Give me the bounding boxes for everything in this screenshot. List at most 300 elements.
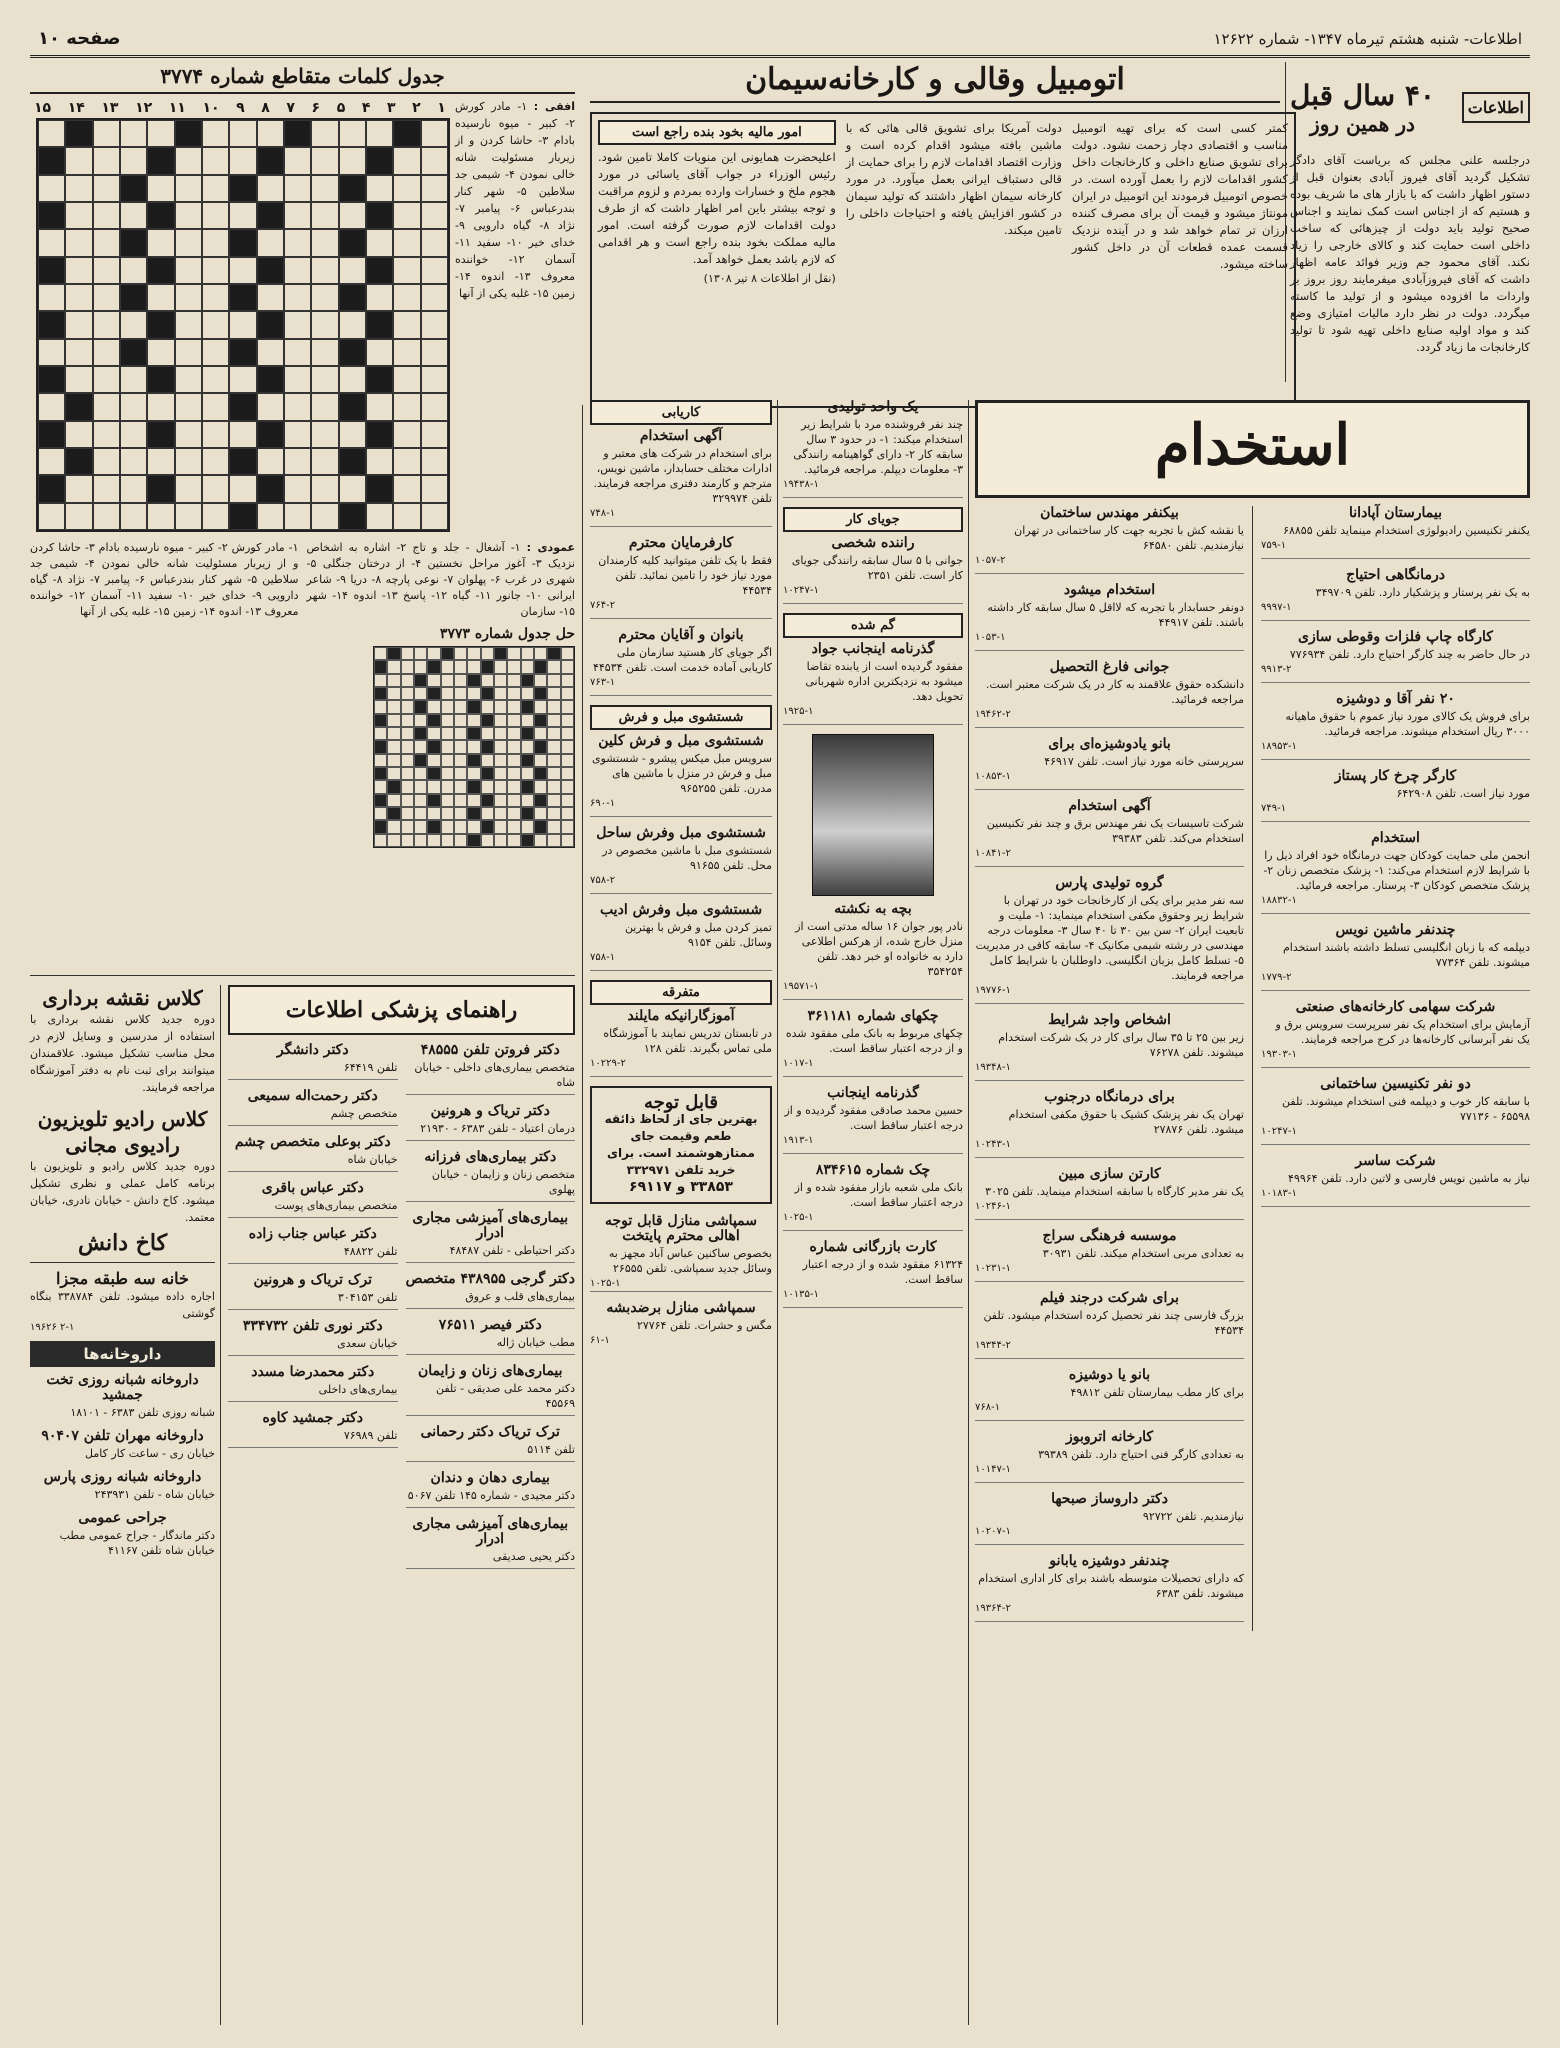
crossword-cell[interactable] xyxy=(339,120,366,147)
crossword-cell[interactable] xyxy=(120,175,147,202)
crossword-cell[interactable] xyxy=(229,475,256,502)
pharmacy-name: جراحی عمومی xyxy=(78,1510,167,1526)
crossword-cell[interactable] xyxy=(339,448,366,475)
solution-cell xyxy=(427,754,440,767)
crossword-cell[interactable] xyxy=(284,421,311,448)
history-body: درجلسه علنی مجلس که بریاست آقای دادگر تشکیل گردید آقای فیروز آبادی بعنوان قبل از دستور اظهار داشت که با بازار های ما شریف بوده و هستیم که از اجناس است کمک نمایند و اجناس صحیح تولید باید دولت از چیزهائی که ساخت داخلی است حمایت کند و کالای خارجی را زیاد نکند. آقای محمود جم وزیر فوائد عامه اظهار داشت که آقای فیروزآبادی میفرمایند روز بروز بر واردات ما افزوده میشود و از تولید ما کاسته میگردد. دولت در نظر دارد مالیات امتیازی وضع کند و مواد اولیه صنایع داخلی تهیه شود تا تولید کارخانجات ما زیاد گردد. xyxy=(1290,153,1530,354)
crossword-cell[interactable] xyxy=(393,257,420,284)
crossword-cell[interactable] xyxy=(229,503,256,530)
crossword-cell[interactable] xyxy=(120,448,147,475)
crossword-cell[interactable] xyxy=(38,421,65,448)
solution-cell xyxy=(561,820,574,833)
crossword-cell[interactable] xyxy=(120,284,147,311)
crossword-cell[interactable] xyxy=(393,339,420,366)
crossword-cell[interactable] xyxy=(65,257,92,284)
crossword-cell[interactable] xyxy=(93,284,120,311)
crossword-cell[interactable] xyxy=(120,147,147,174)
crossword-cell[interactable] xyxy=(284,175,311,202)
crossword-cell[interactable] xyxy=(311,284,338,311)
crossword-cell[interactable] xyxy=(339,421,366,448)
solution-cell xyxy=(401,740,414,753)
crossword-cell[interactable] xyxy=(175,120,202,147)
crossword-cell[interactable] xyxy=(257,284,284,311)
crossword-cell[interactable] xyxy=(65,475,92,502)
crossword-cell[interactable] xyxy=(339,475,366,502)
crossword-cell[interactable] xyxy=(147,311,174,338)
solution-cell xyxy=(534,780,547,793)
ad-title: راننده شخصی xyxy=(831,535,915,551)
pharmacy-detail: خیابان ری - ساعت کار کامل xyxy=(85,1447,215,1460)
classified-ad xyxy=(406,1043,576,1095)
crossword-cell[interactable] xyxy=(257,366,284,393)
crossword-cell[interactable] xyxy=(93,229,120,256)
crossword-cell[interactable] xyxy=(421,421,448,448)
crossword-cell[interactable] xyxy=(284,366,311,393)
crossword-cell[interactable] xyxy=(93,393,120,420)
solution-cell xyxy=(481,754,494,767)
ad-body: بخصوص ساکنین عباس آباد مجهز به وسائل جدید سمپاشی. تلفن ۲۶۵۵۵ xyxy=(608,1247,772,1275)
crossword-cell[interactable] xyxy=(65,393,92,420)
crossword-cell[interactable] xyxy=(421,366,448,393)
crossword-cell[interactable] xyxy=(93,120,120,147)
crossword-cell[interactable] xyxy=(65,284,92,311)
crossword-cell[interactable] xyxy=(202,311,229,338)
crossword-cell[interactable] xyxy=(339,339,366,366)
crossword-cell[interactable] xyxy=(284,120,311,147)
crossword-cell[interactable] xyxy=(93,202,120,229)
crossword-cell[interactable] xyxy=(421,202,448,229)
crossword-cell[interactable] xyxy=(202,393,229,420)
crossword-cell[interactable] xyxy=(229,202,256,229)
crossword-cell[interactable] xyxy=(120,503,147,530)
ad-body: فقط با یک تلفن میتوانید کلیه کارمندان مورد نیاز خود را تامین نمائید. تلفن ۴۴۵۳۴ xyxy=(598,554,772,597)
crossword-cell[interactable] xyxy=(147,202,174,229)
crossword-cell[interactable] xyxy=(311,448,338,475)
classified-ad xyxy=(590,1214,772,1292)
crossword-cell[interactable] xyxy=(393,393,420,420)
crossword-cell[interactable] xyxy=(229,339,256,366)
crossword-cell[interactable] xyxy=(257,339,284,366)
crossword-cell[interactable] xyxy=(257,202,284,229)
crossword-cell[interactable] xyxy=(311,120,338,147)
crossword-cell[interactable] xyxy=(366,202,393,229)
crossword-cell[interactable] xyxy=(65,448,92,475)
solution-cell xyxy=(534,794,547,807)
ad-body: نادر پور جوان ۱۶ ساله مدتی است از منزل خارج شده، از هرکس اطلاعی دارد به خانواده او خبر دهد. تلفن ۳۵۴۲۵۴ xyxy=(795,920,963,978)
ad-number: ۷۵۸-۲ xyxy=(590,875,616,886)
crossword-cell[interactable] xyxy=(38,175,65,202)
crossword-cell[interactable] xyxy=(120,257,147,284)
crossword-cell[interactable] xyxy=(311,393,338,420)
classified-ad xyxy=(590,903,772,971)
crossword-cell[interactable] xyxy=(284,311,311,338)
crossword-cell[interactable] xyxy=(202,339,229,366)
crossword-cell[interactable] xyxy=(175,339,202,366)
crossword-cell[interactable] xyxy=(393,448,420,475)
crossword-cell[interactable] xyxy=(421,257,448,284)
crossword-cell[interactable] xyxy=(65,120,92,147)
crossword-cell[interactable] xyxy=(147,421,174,448)
crossword-cell[interactable] xyxy=(257,147,284,174)
crossword-cell[interactable] xyxy=(284,393,311,420)
crossword-cell[interactable] xyxy=(120,393,147,420)
crossword-cell[interactable] xyxy=(38,147,65,174)
solution-cell xyxy=(507,834,520,847)
solution-cell xyxy=(441,647,454,660)
crossword-cell[interactable] xyxy=(366,120,393,147)
crossword-cell[interactable] xyxy=(257,475,284,502)
crossword-cell[interactable] xyxy=(229,284,256,311)
crossword-cell[interactable] xyxy=(393,421,420,448)
crossword-cell[interactable] xyxy=(257,311,284,338)
crossword-cell[interactable] xyxy=(65,311,92,338)
crossword-cell[interactable] xyxy=(147,257,174,284)
crossword-cell[interactable] xyxy=(202,448,229,475)
crossword-cell[interactable] xyxy=(421,120,448,147)
crossword-cell[interactable] xyxy=(421,147,448,174)
solution-cell xyxy=(441,780,454,793)
solution-cell xyxy=(534,820,547,833)
crossword-cell[interactable] xyxy=(202,284,229,311)
solution-cell xyxy=(534,687,547,700)
doctor-name: دکتر جمشید کاوه xyxy=(262,1410,363,1426)
crossword-cell[interactable] xyxy=(229,393,256,420)
crossword-cell[interactable] xyxy=(311,311,338,338)
crossword-cell[interactable] xyxy=(339,284,366,311)
ad-number: ۶۱-۱ xyxy=(590,1335,610,1346)
crossword-cell[interactable] xyxy=(421,229,448,256)
crossword-cell[interactable] xyxy=(38,257,65,284)
crossword-cell[interactable] xyxy=(147,448,174,475)
doctor-detail: بیماری‌های داخلی xyxy=(318,1383,398,1396)
crossword-cell[interactable] xyxy=(175,448,202,475)
classified-ad xyxy=(406,1211,576,1263)
crossword-cell[interactable] xyxy=(202,366,229,393)
ad-number: ۱۸۹۵۳-۱ xyxy=(1261,741,1297,752)
crossword-cell[interactable] xyxy=(202,120,229,147)
crossword-cell[interactable] xyxy=(65,147,92,174)
crossword-cell[interactable] xyxy=(284,284,311,311)
crossword-cell[interactable] xyxy=(120,229,147,256)
crossword-cell[interactable] xyxy=(257,421,284,448)
crossword-cell[interactable] xyxy=(202,503,229,530)
classified-ad xyxy=(975,506,1244,574)
crossword-cell[interactable] xyxy=(257,257,284,284)
crossword-cell[interactable] xyxy=(339,257,366,284)
crossword-cell[interactable] xyxy=(393,475,420,502)
crossword-cell[interactable] xyxy=(229,311,256,338)
crossword-cell[interactable] xyxy=(93,366,120,393)
crossword-cell[interactable] xyxy=(175,229,202,256)
crossword-cell[interactable] xyxy=(257,229,284,256)
crossword-cell[interactable] xyxy=(229,120,256,147)
doctor-detail: تلفن ۶۴۴۱۹ xyxy=(343,1061,398,1074)
solution-cell xyxy=(374,700,387,713)
crossword-cell[interactable] xyxy=(393,120,420,147)
solution-cell xyxy=(561,687,574,700)
crossword-cell[interactable] xyxy=(284,339,311,366)
crossword-cell[interactable] xyxy=(120,202,147,229)
solution-cell xyxy=(481,647,494,660)
crossword-cell[interactable] xyxy=(147,175,174,202)
ad-body: تمیز کردن مبل و فرش با بهترین وسائل. تلفن ۹۱۵۴ xyxy=(624,921,772,949)
crossword-cell[interactable] xyxy=(366,503,393,530)
crossword-cell[interactable] xyxy=(93,503,120,530)
solution-cell xyxy=(387,660,400,673)
ad-title: برای درمانگاه درجنوب xyxy=(1044,1089,1175,1105)
classified-ad xyxy=(228,1181,398,1218)
crossword-cell[interactable] xyxy=(38,120,65,147)
crossword-cell[interactable] xyxy=(93,175,120,202)
crossword-cell[interactable] xyxy=(393,147,420,174)
crossword-cell[interactable] xyxy=(229,421,256,448)
crossword-cell[interactable] xyxy=(38,229,65,256)
medical-title: راهنمای پزشکی اطلاعات xyxy=(228,985,575,1035)
crossword-cell[interactable] xyxy=(38,311,65,338)
crossword-cell[interactable] xyxy=(93,475,120,502)
crossword-cell[interactable] xyxy=(421,393,448,420)
crossword-cell[interactable] xyxy=(284,202,311,229)
solution-cell xyxy=(454,754,467,767)
crossword-cell[interactable] xyxy=(366,448,393,475)
crossword-cell[interactable] xyxy=(175,147,202,174)
ad-title: استخدام میشود xyxy=(1063,582,1156,598)
crossword-cell[interactable] xyxy=(229,257,256,284)
crossword-cell[interactable] xyxy=(120,475,147,502)
crossword-cell[interactable] xyxy=(339,229,366,256)
crossword-cell[interactable] xyxy=(421,503,448,530)
crossword-cell[interactable] xyxy=(175,503,202,530)
crossword-cell[interactable] xyxy=(147,229,174,256)
crossword-cell[interactable] xyxy=(147,284,174,311)
crossword-cell[interactable] xyxy=(202,257,229,284)
solution-cell xyxy=(494,714,507,727)
crossword-cell[interactable] xyxy=(421,339,448,366)
crossword-cell[interactable] xyxy=(202,421,229,448)
crossword-cell[interactable] xyxy=(366,366,393,393)
crossword-cell[interactable] xyxy=(311,339,338,366)
crossword-cell[interactable] xyxy=(421,448,448,475)
crossword-cell[interactable] xyxy=(339,147,366,174)
crossword-cell[interactable] xyxy=(393,175,420,202)
crossword-cell[interactable] xyxy=(393,366,420,393)
crossword-cell[interactable] xyxy=(257,393,284,420)
crossword-cell[interactable] xyxy=(120,120,147,147)
crossword-cell[interactable] xyxy=(229,366,256,393)
crossword-cell[interactable] xyxy=(147,120,174,147)
doctor-name: دکتر فروتن تلفن ۴۸۵۵۵ xyxy=(420,1042,560,1058)
crossword-cell[interactable] xyxy=(339,366,366,393)
ad-number: ۱۰۸۴۱-۲ xyxy=(975,848,1011,859)
crossword-cell[interactable] xyxy=(65,366,92,393)
house-body: اجاره داده میشود. تلفن ۳۳۸۷۸۴ بنگاه گوشتی xyxy=(30,1290,215,1320)
crossword-cell[interactable] xyxy=(339,202,366,229)
crossword-cell[interactable] xyxy=(339,503,366,530)
crossword-cell[interactable] xyxy=(229,147,256,174)
crossword-cell[interactable] xyxy=(311,421,338,448)
crossword-cell[interactable] xyxy=(311,366,338,393)
crossword-cell[interactable] xyxy=(120,339,147,366)
crossword-cell[interactable] xyxy=(257,175,284,202)
solution-cell xyxy=(534,740,547,753)
crossword-cell[interactable] xyxy=(93,311,120,338)
crossword-cell[interactable] xyxy=(393,311,420,338)
crossword-cell[interactable] xyxy=(311,147,338,174)
crossword-cell[interactable] xyxy=(93,257,120,284)
solution-cell xyxy=(521,687,534,700)
ad-title: شستشوی مبل وفرش ساحل xyxy=(596,825,766,841)
crossword-cell[interactable] xyxy=(284,475,311,502)
crossword-cell[interactable] xyxy=(38,503,65,530)
crossword xyxy=(30,62,575,972)
crossword-cell[interactable] xyxy=(65,202,92,229)
crossword-cell[interactable] xyxy=(366,421,393,448)
crossword-cell[interactable] xyxy=(311,202,338,229)
crossword-cell[interactable] xyxy=(38,284,65,311)
crossword-cell[interactable] xyxy=(284,503,311,530)
crossword-cell[interactable] xyxy=(393,229,420,256)
crossword-cell[interactable] xyxy=(311,175,338,202)
solution-cell xyxy=(414,714,427,727)
crossword-cell[interactable] xyxy=(202,175,229,202)
crossword-cell[interactable] xyxy=(229,229,256,256)
crossword-cell[interactable] xyxy=(366,229,393,256)
crossword-cell[interactable] xyxy=(284,448,311,475)
crossword-cell[interactable] xyxy=(202,202,229,229)
crossword-cell[interactable] xyxy=(393,284,420,311)
crossword-cell[interactable] xyxy=(311,257,338,284)
solution-cell xyxy=(507,714,520,727)
crossword-cell[interactable] xyxy=(175,202,202,229)
crossword-cell[interactable] xyxy=(65,503,92,530)
solution-cell xyxy=(494,794,507,807)
solution-cell xyxy=(467,740,480,753)
crossword-cell[interactable] xyxy=(93,147,120,174)
crossword-cell[interactable] xyxy=(311,503,338,530)
crossword-cell[interactable] xyxy=(38,393,65,420)
crossword-cell[interactable] xyxy=(65,421,92,448)
crossword-cell[interactable] xyxy=(393,202,420,229)
crossword-cell[interactable] xyxy=(421,284,448,311)
crossword-cell[interactable] xyxy=(339,311,366,338)
crossword-cell[interactable] xyxy=(175,311,202,338)
doctor-name: دکتر بیماری‌های فرزانه xyxy=(424,1149,557,1165)
crossword-cell[interactable] xyxy=(202,475,229,502)
crossword-cell[interactable] xyxy=(202,147,229,174)
crossword-cell[interactable] xyxy=(393,503,420,530)
crossword-cell[interactable] xyxy=(147,393,174,420)
crossword-cell[interactable] xyxy=(175,475,202,502)
crossword-cell[interactable] xyxy=(202,229,229,256)
middle-ads-column xyxy=(590,400,772,2025)
crossword-cell[interactable] xyxy=(93,339,120,366)
crossword-cell[interactable] xyxy=(93,448,120,475)
crossword-cell[interactable] xyxy=(366,147,393,174)
crossword-cell[interactable] xyxy=(366,339,393,366)
crossword-cell[interactable] xyxy=(366,475,393,502)
crossword-cell[interactable] xyxy=(120,421,147,448)
crossword-cell[interactable] xyxy=(366,311,393,338)
crossword-cell[interactable] xyxy=(257,503,284,530)
crossword-cell[interactable] xyxy=(65,229,92,256)
crossword-cell[interactable] xyxy=(175,393,202,420)
crossword-cell[interactable] xyxy=(147,339,174,366)
doctor-name: بیماری‌های آمیزشی مجاری ادرار xyxy=(412,1516,569,1547)
small-ads-column xyxy=(783,400,963,2025)
crossword-cell[interactable] xyxy=(257,120,284,147)
crossword-cell[interactable] xyxy=(147,147,174,174)
crossword-cell[interactable] xyxy=(229,175,256,202)
crossword-cell[interactable] xyxy=(339,175,366,202)
solution-cell xyxy=(441,687,454,700)
solution-cell xyxy=(481,820,494,833)
solution-cell xyxy=(481,660,494,673)
solution-cell xyxy=(547,740,560,753)
house-num: ۲-۱ ۱۹۶۲۶ xyxy=(30,1322,75,1333)
crossword-cell[interactable] xyxy=(421,311,448,338)
ad-body: شرکت تاسیسات یک نفر مهندس برق و چند نفر تکنیسین استخدام می‌کند. تلفن ۳۹۳۸۳ xyxy=(986,817,1244,845)
crossword-cell[interactable] xyxy=(120,366,147,393)
crossword-cell[interactable] xyxy=(175,284,202,311)
solution-cell xyxy=(387,820,400,833)
solution-cell xyxy=(561,714,574,727)
solution-cell xyxy=(374,714,387,727)
crossword-cell[interactable] xyxy=(366,257,393,284)
crossword-cell[interactable] xyxy=(38,339,65,366)
crossword-cell[interactable] xyxy=(65,339,92,366)
ad-body: تهران یک نفر پزشک کشیک با حقوق مکفی استخدام میشود. تلفن ۲۷۸۷۶ xyxy=(1008,1108,1244,1136)
crossword-cell[interactable] xyxy=(421,175,448,202)
crossword-cell[interactable] xyxy=(284,147,311,174)
crossword-cell[interactable] xyxy=(284,257,311,284)
crossword-cell[interactable] xyxy=(311,475,338,502)
crossword-cell[interactable] xyxy=(38,202,65,229)
crossword-cell[interactable] xyxy=(147,475,174,502)
crossword-cell[interactable] xyxy=(175,421,202,448)
crossword-cell[interactable] xyxy=(366,393,393,420)
crossword-cell[interactable] xyxy=(339,393,366,420)
crossword-cell[interactable] xyxy=(257,448,284,475)
crossword-grid[interactable] xyxy=(36,118,450,532)
solution-cell xyxy=(494,687,507,700)
crossword-cell[interactable] xyxy=(38,448,65,475)
crossword-cell[interactable] xyxy=(311,229,338,256)
crossword-cell[interactable] xyxy=(421,475,448,502)
crossword-cell[interactable] xyxy=(120,311,147,338)
crossword-cell[interactable] xyxy=(93,421,120,448)
crossword-cell[interactable] xyxy=(38,475,65,502)
crossword-cell[interactable] xyxy=(175,175,202,202)
crossword-cell[interactable] xyxy=(147,503,174,530)
ad-title: یک واحد تولیدی xyxy=(827,399,919,415)
solution-cell xyxy=(561,780,574,793)
solution-cell xyxy=(481,767,494,780)
crossword-cell[interactable] xyxy=(65,175,92,202)
crossword-cell[interactable] xyxy=(38,366,65,393)
crossword-cell[interactable] xyxy=(147,366,174,393)
crossword-cell[interactable] xyxy=(366,175,393,202)
crossword-cell[interactable] xyxy=(175,257,202,284)
solution-cell xyxy=(534,647,547,660)
crossword-cell[interactable] xyxy=(366,284,393,311)
crossword-cell[interactable] xyxy=(175,366,202,393)
solution-cell xyxy=(561,660,574,673)
ad-number: ۷۴۹-۱ xyxy=(1261,803,1287,814)
crossword-cell[interactable] xyxy=(284,229,311,256)
classified-ad xyxy=(783,613,963,725)
crossword-cell[interactable] xyxy=(229,448,256,475)
classified-ad xyxy=(783,1240,963,1308)
